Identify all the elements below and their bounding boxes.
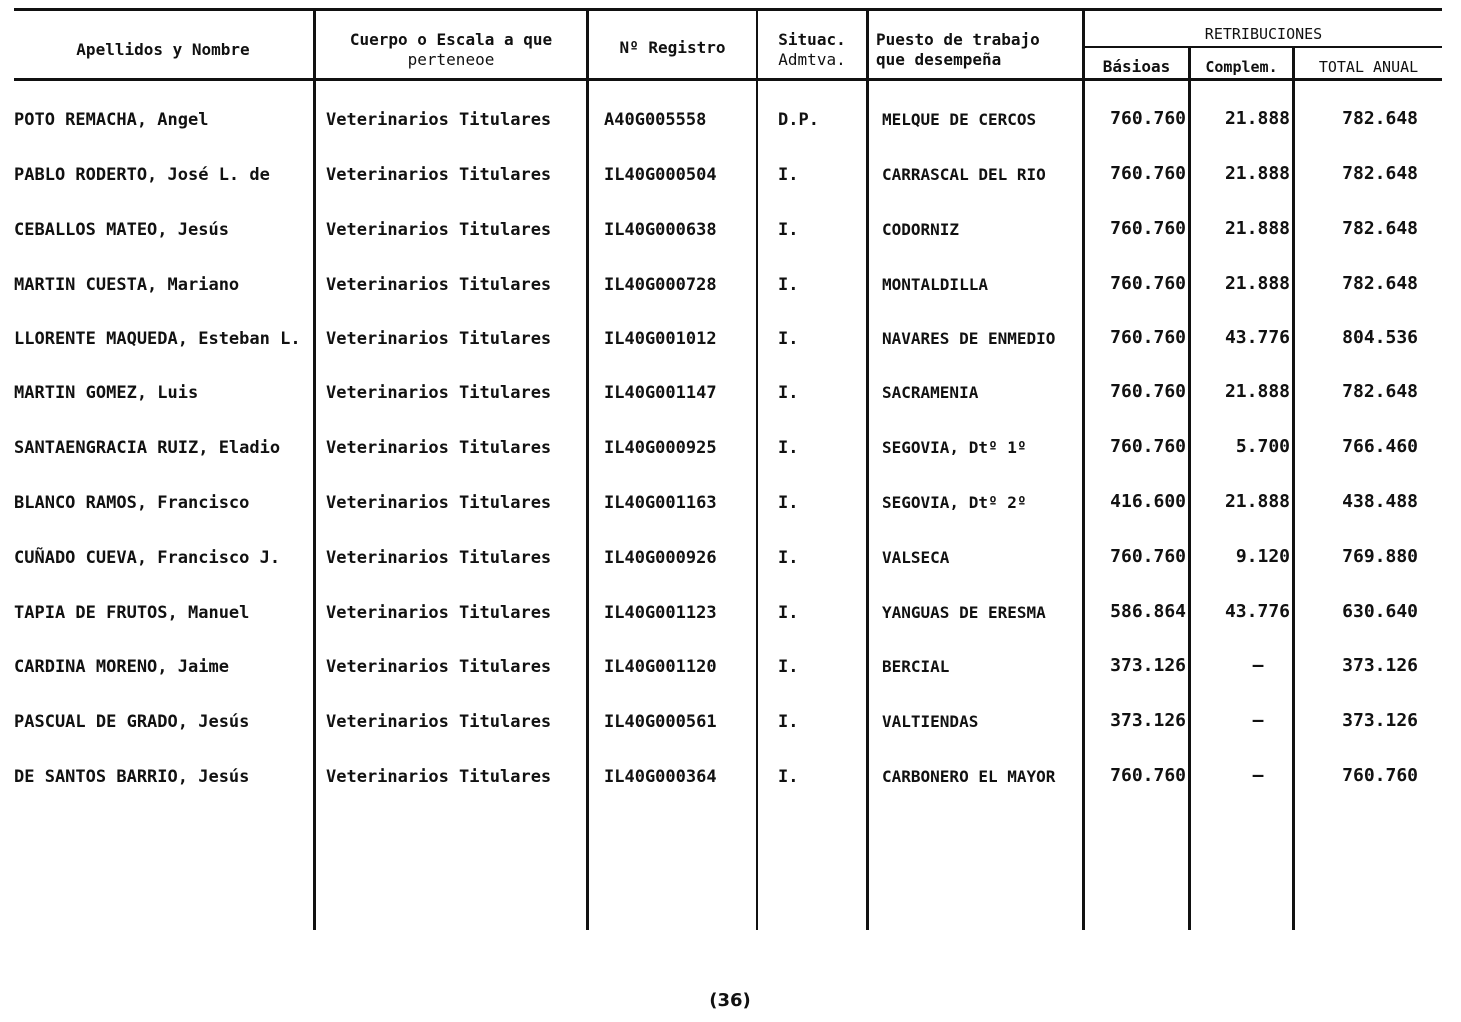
header-nombre: Apellidos y Nombre [76, 40, 250, 59]
row-registro: IL40G000728 [604, 275, 717, 295]
row-complem: 5.700 [1235, 436, 1290, 457]
row-registro: IL40G000364 [604, 767, 717, 787]
row-situac: I. [778, 712, 799, 732]
row-total: 373.126 [1342, 710, 1418, 731]
row-nombre: DE SANTOS BARRIO, Jesús [14, 767, 250, 787]
table-top-rule [14, 8, 1442, 11]
row-total: 438.488 [1342, 491, 1418, 512]
row-situac: I. [778, 220, 799, 240]
row-registro: IL40G001012 [604, 329, 717, 349]
header-cuerpo-line2: perteneoe [407, 50, 495, 69]
header-retribuciones: RETRIBUCIONES [1204, 25, 1323, 43]
row-puesto: SEGOVIA, Dtº 1º [882, 438, 1027, 457]
row-basicas: 586.864 [1110, 601, 1186, 622]
row-registro: IL40G000504 [604, 165, 717, 185]
row-nombre: LLORENTE MAQUEDA, Esteban L. [14, 329, 301, 349]
row-puesto: SACRAMENIA [882, 383, 979, 402]
row-total: 782.648 [1342, 163, 1418, 184]
header-complem: Complem. [1205, 58, 1278, 76]
row-registro: IL40G000638 [604, 220, 717, 240]
row-situac: I. [778, 657, 799, 677]
row-puesto: MELQUE DE CERCOS [882, 110, 1037, 129]
row-cuerpo: Veterinarios Titulares [326, 657, 552, 677]
row-total: 769.880 [1342, 546, 1418, 567]
row-complem: — [1252, 655, 1264, 676]
row-total: 766.460 [1342, 436, 1418, 457]
row-nombre: PABLO RODERTO, José L. de [14, 165, 270, 185]
row-registro: IL40G000561 [604, 712, 717, 732]
row-nombre: TAPIA DE FRUTOS, Manuel [14, 603, 250, 623]
row-situac: I. [778, 165, 799, 185]
row-basicas: 760.760 [1110, 327, 1186, 348]
row-complem: 9.120 [1235, 546, 1290, 567]
row-cuerpo: Veterinarios Titulares [326, 165, 552, 185]
row-registro: IL40G001123 [604, 603, 717, 623]
header-cuerpo-line1: Cuerpo o Escala a que [349, 30, 553, 49]
row-puesto: MONTALDILLA [882, 275, 988, 294]
row-basicas: 373.126 [1110, 655, 1186, 676]
col-sep-2 [586, 10, 589, 930]
row-total: 782.648 [1342, 108, 1418, 129]
row-puesto: CARRASCAL DEL RIO [882, 165, 1046, 184]
row-situac: I. [778, 438, 799, 458]
row-puesto: NAVARES DE ENMEDIO [882, 329, 1056, 348]
row-nombre: PASCUAL DE GRADO, Jesús [14, 712, 250, 732]
row-total: 782.648 [1342, 273, 1418, 294]
header-puesto-line2: que desempeña [876, 50, 1002, 69]
col-sep-1 [313, 10, 316, 930]
header-puesto-line1: Puesto de trabajo [876, 30, 1040, 49]
row-situac: I. [778, 275, 799, 295]
row-complem: — [1252, 710, 1264, 731]
row-nombre: CUÑADO CUEVA, Francisco J. [14, 548, 281, 568]
row-cuerpo: Veterinarios Titulares [326, 110, 552, 130]
row-complem: 21.888 [1224, 218, 1290, 239]
row-nombre: MARTIN GOMEZ, Luis [14, 383, 199, 403]
row-basicas: 760.760 [1110, 381, 1186, 402]
row-cuerpo: Veterinarios Titulares [326, 438, 552, 458]
row-nombre: CEBALLOS MATEO, Jesús [14, 220, 229, 240]
row-basicas: 760.760 [1110, 218, 1186, 239]
col-sep-5 [1082, 10, 1085, 930]
row-situac: I. [778, 767, 799, 787]
row-complem: 21.888 [1224, 163, 1290, 184]
row-registro: IL40G001120 [604, 657, 717, 677]
row-complem: 21.888 [1224, 273, 1290, 294]
row-registro: IL40G001163 [604, 493, 717, 513]
row-puesto: VALSECA [882, 548, 950, 567]
page-number: (36) [709, 990, 751, 1011]
col-sep-4 [866, 10, 869, 930]
row-total: 782.648 [1342, 218, 1418, 239]
row-nombre: MARTIN CUESTA, Mariano [14, 275, 240, 295]
header-bottom-rule [14, 78, 1442, 81]
row-puesto: BERCIAL [882, 657, 950, 676]
row-complem: 21.888 [1224, 491, 1290, 512]
col-sep-3 [756, 10, 758, 930]
row-nombre: CARDINA MORENO, Jaime [14, 657, 229, 677]
row-basicas: 760.760 [1110, 436, 1186, 457]
row-basicas: 760.760 [1110, 163, 1186, 184]
row-puesto: CODORNIZ [882, 220, 960, 239]
row-complem: 21.888 [1224, 108, 1290, 129]
header-registro: Nº Registro [619, 38, 726, 57]
row-total: 760.760 [1342, 765, 1418, 786]
row-situac: I. [778, 603, 799, 623]
row-puesto: SEGOVIA, Dtº 2º [882, 493, 1027, 512]
row-cuerpo: Veterinarios Titulares [326, 548, 552, 568]
header-situac-line1: Situac. [778, 30, 846, 49]
row-basicas: 760.760 [1110, 546, 1186, 567]
row-total: 782.648 [1342, 381, 1418, 402]
row-situac: I. [778, 383, 799, 403]
row-nombre: SANTAENGRACIA RUIZ, Eladio [14, 438, 281, 458]
header-situac-line2: Admtva. [778, 50, 846, 69]
row-total: 630.640 [1342, 601, 1418, 622]
row-basicas: 416.600 [1110, 491, 1186, 512]
row-registro: A40G005558 [604, 110, 707, 130]
row-cuerpo: Veterinarios Titulares [326, 220, 552, 240]
row-cuerpo: Veterinarios Titulares [326, 383, 552, 403]
row-registro: IL40G001147 [604, 383, 717, 403]
header-basicas: Básioas [1102, 57, 1171, 76]
row-cuerpo: Veterinarios Titulares [326, 603, 552, 623]
row-total: 373.126 [1342, 655, 1418, 676]
row-registro: IL40G000925 [604, 438, 717, 458]
row-situac: I. [778, 493, 799, 513]
col-sep-6 [1188, 48, 1191, 930]
row-cuerpo: Veterinarios Titulares [326, 329, 552, 349]
row-situac: D.P. [778, 110, 819, 130]
row-basicas: 760.760 [1110, 273, 1186, 294]
row-puesto: CARBONERO EL MAYOR [882, 767, 1056, 786]
row-total: 804.536 [1342, 327, 1418, 348]
row-puesto: VALTIENDAS [882, 712, 979, 731]
row-complem: 21.888 [1224, 381, 1290, 402]
row-situac: I. [778, 329, 799, 349]
row-complem: 43.776 [1224, 327, 1290, 348]
row-complem: 43.776 [1224, 601, 1290, 622]
row-cuerpo: Veterinarios Titulares [326, 767, 552, 787]
header-total: TOTAL ANUAL [1318, 58, 1419, 76]
retribuciones-rule [1084, 46, 1442, 48]
row-cuerpo: Veterinarios Titulares [326, 712, 552, 732]
row-basicas: 760.760 [1110, 765, 1186, 786]
row-cuerpo: Veterinarios Titulares [326, 493, 552, 513]
row-nombre: BLANCO RAMOS, Francisco [14, 493, 250, 513]
row-basicas: 373.126 [1110, 710, 1186, 731]
row-cuerpo: Veterinarios Titulares [326, 275, 552, 295]
row-nombre: POTO REMACHA, Angel [14, 110, 209, 130]
row-situac: I. [778, 548, 799, 568]
col-sep-7 [1292, 48, 1295, 930]
row-basicas: 760.760 [1110, 108, 1186, 129]
row-registro: IL40G000926 [604, 548, 717, 568]
row-complem: — [1252, 765, 1264, 786]
row-puesto: YANGUAS DE ERESMA [882, 603, 1046, 622]
